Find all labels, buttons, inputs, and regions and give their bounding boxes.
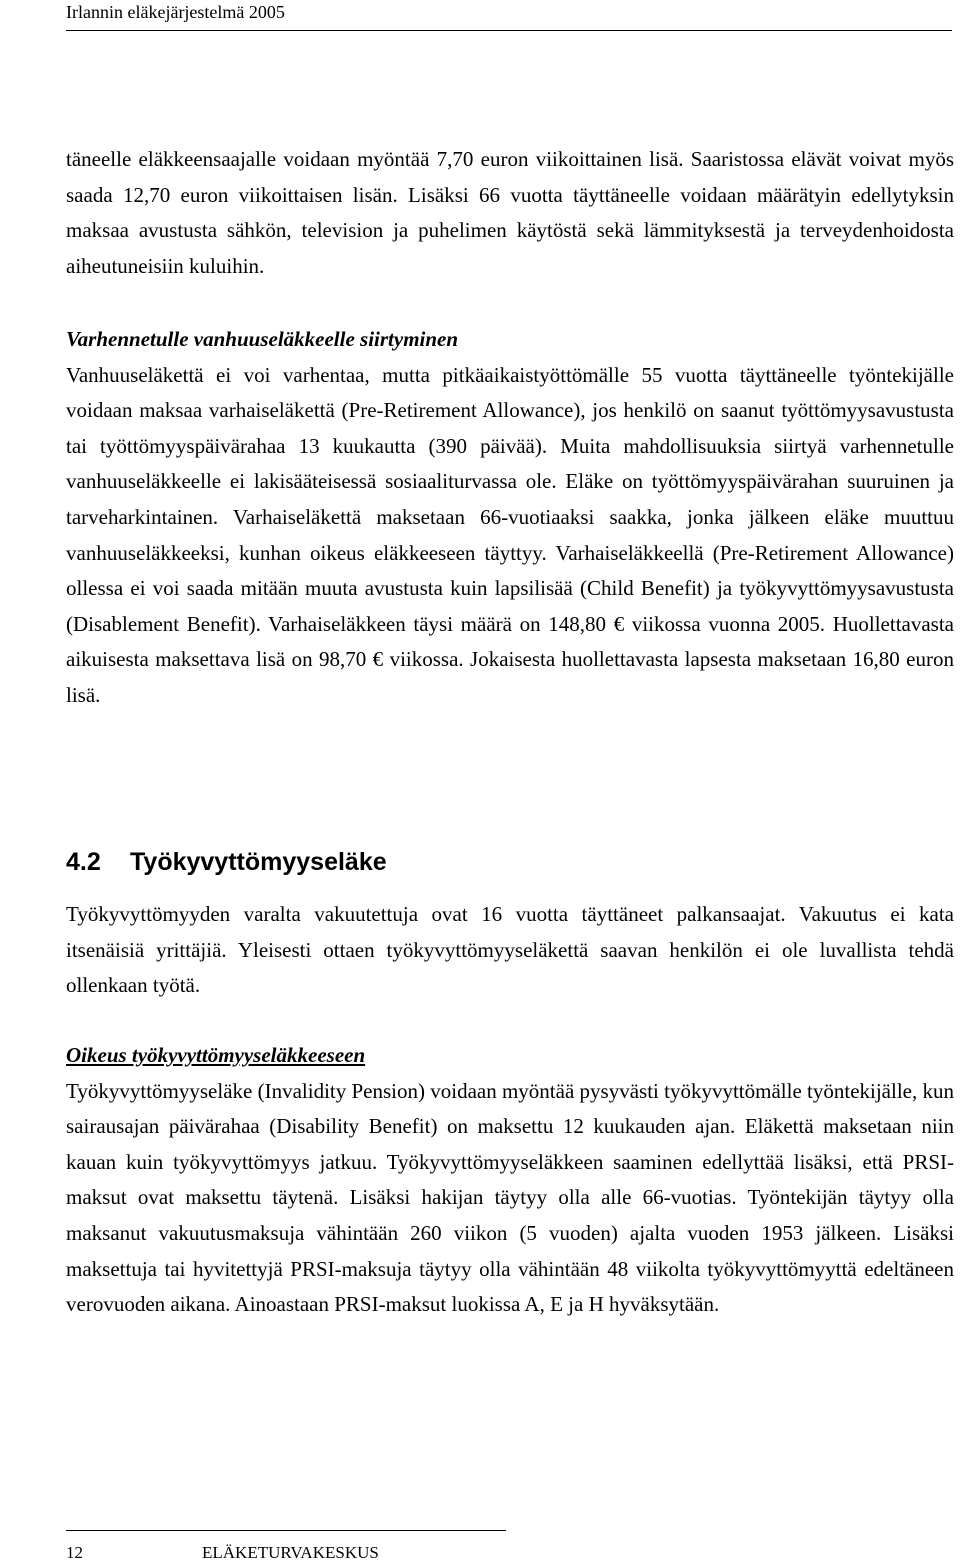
footer-organization: ELÄKETURVAKESKUS bbox=[202, 1543, 379, 1562]
intro-paragraph-block bbox=[66, 142, 954, 284]
early-retirement-heading: Varhennetulle vanhuuseläkkeelle siirtyminen bbox=[66, 327, 459, 351]
early-retirement-paragraph: Vanhuuseläkettä ei voi varhentaa, mutta pitkäaikaistyöttömälle 55 vuotta täyttäneelle työntekijälle voidaan maksaa varhaiseläkettä (Pre-Retirement Allowance), jos henkilö on saanut työttömyysavustusta tai työttömyyspäivärahaa 13 kuukautta (390 päivää). Muita mahdollisuuksia siirtyä varhennetulle vanhuuseläkkeelle ei lakisääteisessä sosiaaliturvassa ole. Eläke on työttömyyspäivärahan suuruinen ja tarveharkintainen. Varhaiseläkettä maksetaan 66-vuotiaaksi saakka, jonka jälkeen eläke muuttuu vanhuuseläkkeeksi, kunhan oikeus eläkkeeseen täyttyy. Varhaiseläkkeellä (Pre-Retirement Allowance) ollessa ei voi saada mitään muuta avustusta kuin lapsilisää (Child Benefit) ja työkyvyttömyysavustusta (Disablement Benefit). Varhaiseläkkeen täysi määrä on 148,80 € viikossa vuonna 2005. Huollettavasta aikuisesta maksettava lisä on 98,70 € viikossa. Jokaisesta huollettavasta lapsesta maksetaan 16,80 euron lisä. bbox=[66, 362, 954, 707]
section-intro-block bbox=[66, 897, 954, 1004]
section-title: Työkyvyttömyyseläke bbox=[130, 848, 387, 876]
section-intro-paragraph: Työkyvyttömyyden varalta vakuutettuja ovat 16 vuotta täyttäneet palkansaajat. Vakuutus ei kata itsenäisiä yrittäjiä. Yleisesti ottaen työkyvyttömyyseläkettä saavan henkilön ei ole luvallista tehdä ollenkaan työtä. bbox=[66, 902, 954, 998]
section-heading bbox=[66, 848, 954, 884]
section-number: 4.2 bbox=[66, 848, 101, 876]
header-rule bbox=[66, 30, 952, 31]
page-number: 12 bbox=[66, 1543, 83, 1562]
intro-paragraph: täneelle eläkkeensaajalle voidaan myöntää 7,70 euron viikoittainen lisä. Saaristossa elävät voivat myös saada 12,70 euron viikoittaisen lisän. Lisäksi 66 vuotta täyttäneelle voidaan määrätyin edellytyksin maksaa avustusta sähkön, television ja puhelimen käytöstä sekä lämmityksestä ja terveydenhoidosta aiheutuneisiin kuluihin. bbox=[66, 147, 954, 278]
footer-rule bbox=[66, 1530, 506, 1531]
running-header: Irlannin eläkejärjestelmä 2005 bbox=[66, 2, 285, 22]
entitlement-block bbox=[66, 1038, 954, 1323]
entitlement-paragraph: Työkyvyttömyyseläke (Invalidity Pension) voidaan myöntää pysyvästi työkyvyttömälle työntekijälle, kun sairausajan päivärahaa (Disability Benefit) on maksettu 12 kuukauden ajan. Eläkettä maksetaan niin kauan kuin työkyvyttömyys jatkuu. Työkyvyttömyyseläkkeen saaminen edellyttää lisäksi, että PRSI-maksut ovat maksettu täytenä. Lisäksi hakijan täytyy olla alle 66-vuotias. Työntekijän täytyy olla maksanut vakuutusmaksuja vähintään 260 viikon (5 vuoden) ajalta vuoden 1953 jälkeen. Lisäksi maksettuja tai hyvitettyjä PRSI-maksuja täytyy olla vähintään 48 viikolta työkyvyttömyyttä edeltäneen verovuoden aikana. Ainoastaan PRSI-maksut luokissa A, E ja H hyväksytään. bbox=[66, 1078, 954, 1317]
early-retirement-block bbox=[66, 322, 954, 714]
entitlement-heading: Oikeus työkyvyttömyyseläkkeeseen bbox=[66, 1043, 366, 1067]
